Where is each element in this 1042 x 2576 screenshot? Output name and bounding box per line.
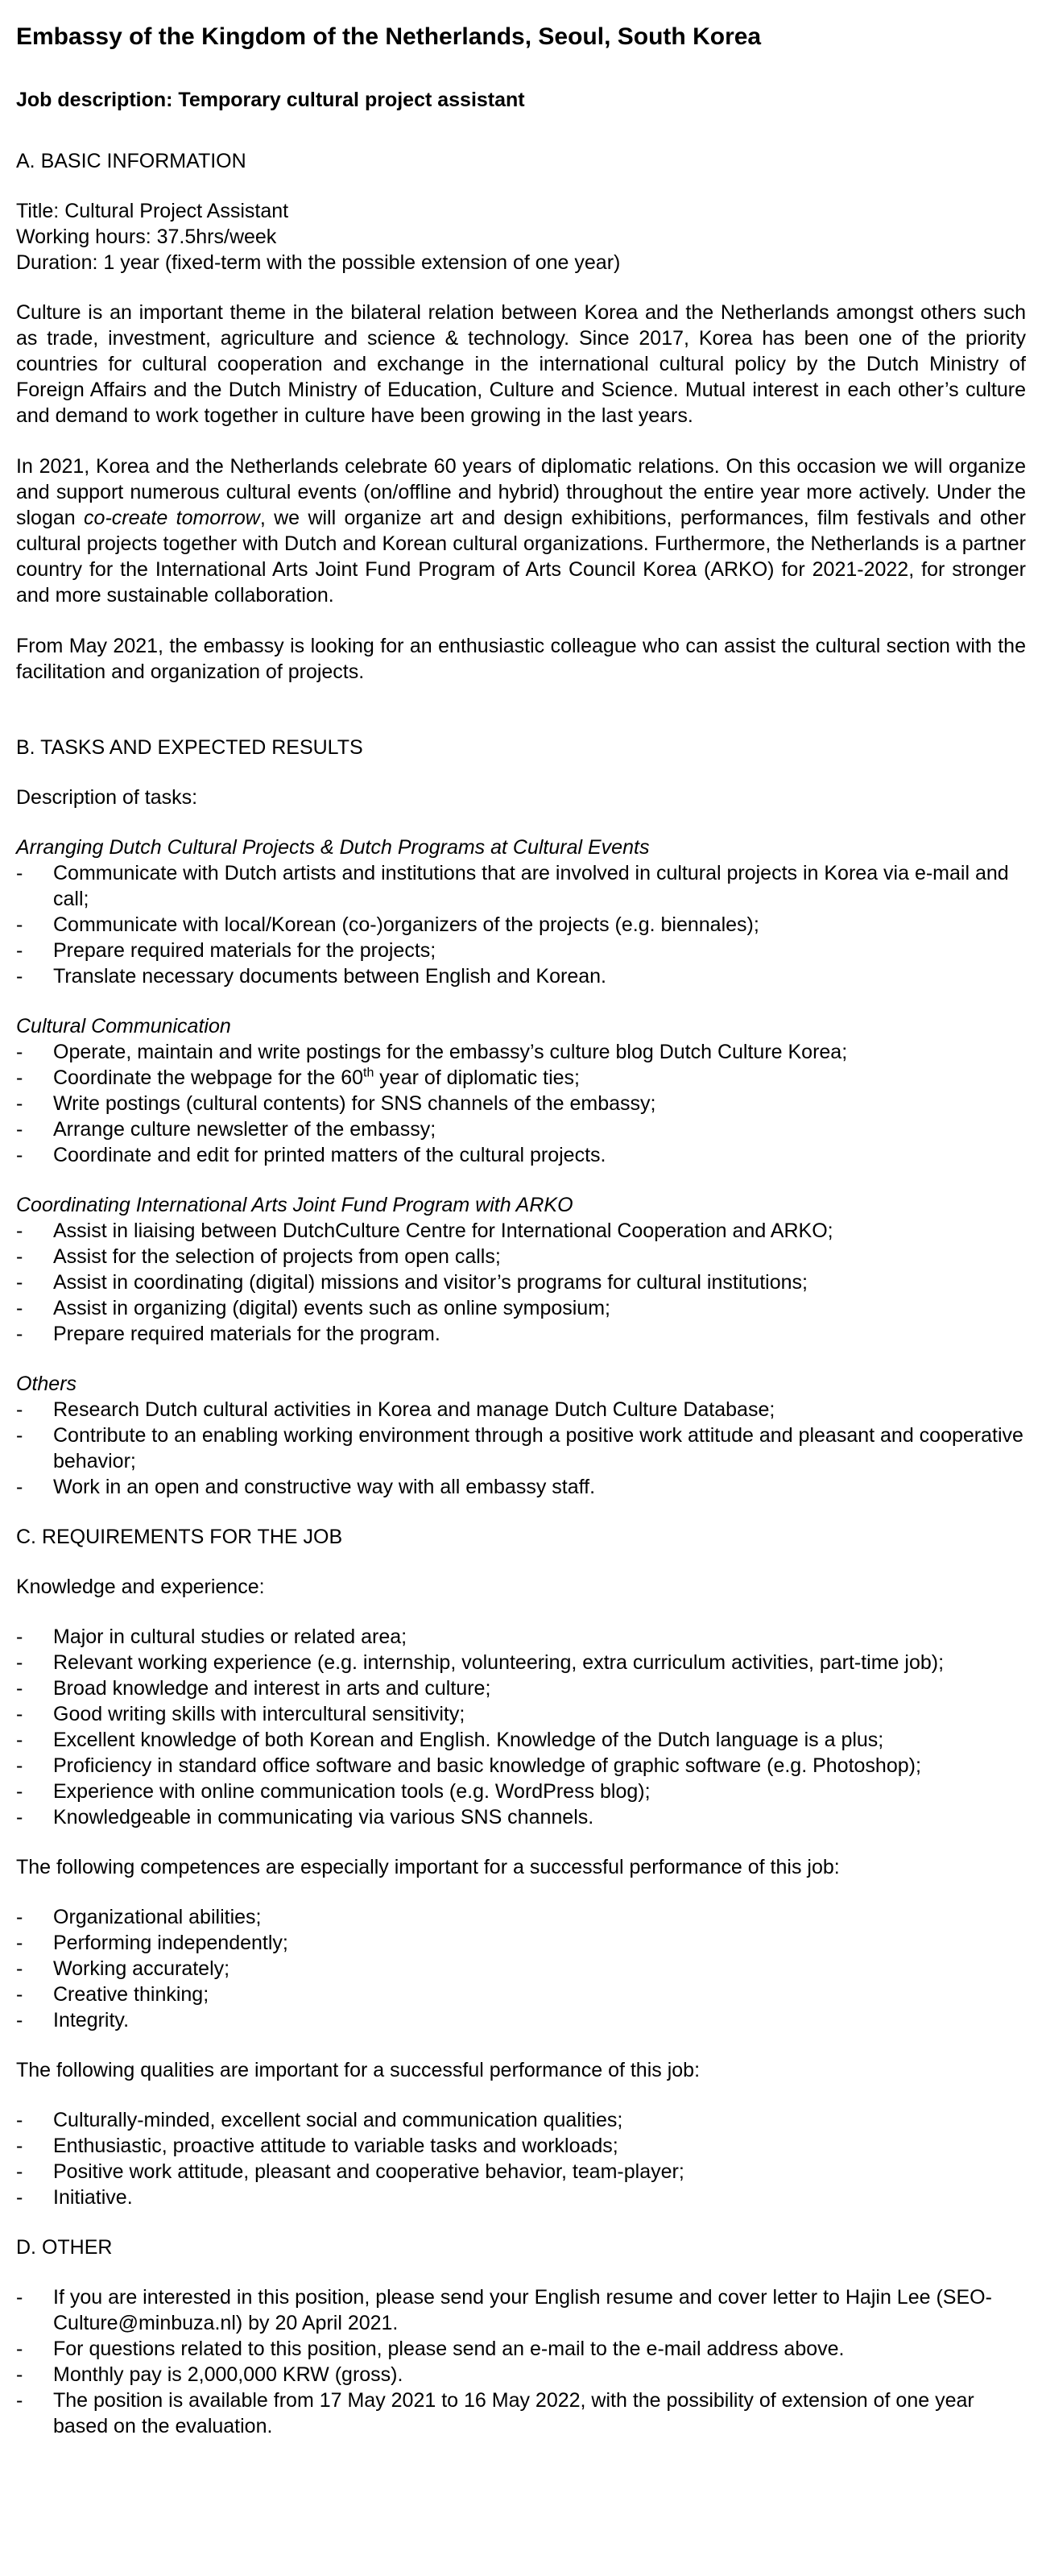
task-group-title: Others xyxy=(16,1373,77,1395)
knowledge-intro: Knowledge and experience: xyxy=(16,1576,265,1598)
culture-paragraph: Culture is an important theme in the bilateral relation between Korea and the Netherlands amongst others such as trade, investment, agriculture and science & technology. Since 2017, Korea has been one of the priority countries for cultural cooperation and exchange in the international cultural policy by the Dutch Ministry of Foreign Affairs and the Dutch Ministry of Education, Culture and Science. Mutual interest in each other’s culture and demand to work together in culture have been growing in the last years. xyxy=(16,301,1026,427)
knowledge-item: - Relevant working experience (e.g. internship, volunteering, extra curriculum activities, part-time job); xyxy=(16,1650,1026,1675)
task-group-title: Arranging Dutch Cultural Projects & Dutch Programs at Cultural Events xyxy=(16,836,650,859)
task-group-title: Coordinating International Arts Joint Fund Program with ARKO xyxy=(16,1194,573,1216)
task-item: - Contribute to an enabling working environment through a positive work attitude and pleasant and cooperative behavior; xyxy=(16,1423,1026,1474)
task-item: - Prepare required materials for the program. xyxy=(16,1321,1026,1347)
task-list xyxy=(16,1397,1026,1500)
anniversary-paragraph xyxy=(16,453,1026,608)
document-title: Embassy of the Kingdom of the Netherlands, Seoul, South Korea xyxy=(16,23,762,50)
tasks-intro: Description of tasks: xyxy=(16,786,198,809)
anniversary-text-a: In 2021, Korea and the Netherlands celebrate 60 years of diplomatic relations. On this occasion we will organize and support numerous cultural events (on/offline and hybrid) throughout the entire year more actively. Under the slogan xyxy=(16,455,1026,529)
competence-item: - Working accurately; xyxy=(16,1956,1026,1982)
task-item: - Arrange culture newsletter of the embassy; xyxy=(16,1116,1026,1142)
anniversary-text-b: , we will organize art and design exhibitions, performances, film festivals and other cultural projects together with Dutch and Korean cultural organizations. Furthermore, the Netherlands is a partner country for the International Arts Joint Fund Program of Arts Council Korea (ARKO) for 2021-2022, for stronger and more sustainable collaboration. xyxy=(16,507,1026,607)
competence-item: - Performing independently; xyxy=(16,1930,1026,1956)
working-hours-line: Working hours: 37.5hrs/week xyxy=(16,226,277,248)
competence-list xyxy=(16,1904,1026,2033)
task-item: - Assist for the selection of projects from open calls; xyxy=(16,1244,1026,1269)
task-list xyxy=(16,1218,1026,1347)
task-item: - Translate necessary documents between English and Korean. xyxy=(16,963,1026,989)
task-list xyxy=(16,860,1026,989)
task-item: - Assist in organizing (digital) events such as online symposium; xyxy=(16,1295,1026,1321)
quality-item: - Initiative. xyxy=(16,2185,1026,2210)
basic-info-block xyxy=(16,198,1026,275)
quality-item: - Culturally-minded, excellent social and communication qualities; xyxy=(16,2107,1026,2133)
quality-list xyxy=(16,2107,1026,2210)
task-list xyxy=(16,1039,1026,1168)
task-item: - Write postings (cultural contents) for SNS channels of the embassy; xyxy=(16,1091,1026,1116)
other-list xyxy=(16,2284,1026,2439)
task-item: - Operate, maintain and write postings for the embassy’s culture blog Dutch Culture Korea; xyxy=(16,1039,1026,1065)
section-b-heading: B. TASKS AND EXPECTED RESULTS xyxy=(16,736,363,759)
task-item: - Assist in coordinating (digital) missions and visitor’s programs for cultural institutions; xyxy=(16,1269,1026,1295)
knowledge-list xyxy=(16,1624,1026,1830)
task-item: - Work in an open and constructive way with all embassy staff. xyxy=(16,1474,1026,1500)
recruitment-paragraph: From May 2021, the embassy is looking for an enthusiastic colleague who can assist the cultural section with the facilitation and organization of projects. xyxy=(16,635,1026,683)
duration-line: Duration: 1 year (fixed-term with the possible extension of one year) xyxy=(16,251,621,274)
knowledge-item: - Knowledgeable in communicating via various SNS channels. xyxy=(16,1804,1026,1830)
other-item: - The position is available from 17 May 2021 to 16 May 2022, with the possibility of extension of one year based on the evaluation. xyxy=(16,2388,1026,2439)
section-d-heading: D. OTHER xyxy=(16,2236,113,2259)
knowledge-item: - Good writing skills with intercultural sensitivity; xyxy=(16,1701,1026,1727)
task-item: - Communicate with Dutch artists and institutions that are involved in cultural projects in Korea via e-mail and call; xyxy=(16,860,1026,912)
knowledge-item: - Broad knowledge and interest in arts and culture; xyxy=(16,1675,1026,1701)
competence-item: - Creative thinking; xyxy=(16,1982,1026,2007)
task-item: - Communicate with local/Korean (co-)organizers of the projects (e.g. biennales); xyxy=(16,912,1026,938)
knowledge-item: - Proficiency in standard office software and basic knowledge of graphic software (e.g. Photoshop); xyxy=(16,1753,1026,1779)
task-groups xyxy=(16,835,1026,1500)
other-item: - For questions related to this position, please send an e-mail to the e-mail address above. xyxy=(16,2336,1026,2362)
other-item: - Monthly pay is 2,000,000 KRW (gross). xyxy=(16,2362,1026,2388)
slogan-text: co-create tomorrow xyxy=(84,507,260,529)
task-item: - Coordinate and edit for printed matters of the cultural projects. xyxy=(16,1142,1026,1168)
competence-item: - Organizational abilities; xyxy=(16,1904,1026,1930)
task-group-title: Cultural Communication xyxy=(16,1015,231,1037)
quality-item: - Enthusiastic, proactive attitude to variable tasks and workloads; xyxy=(16,2133,1026,2159)
competences-intro: The following competences are especially important for a successful performance of this job: xyxy=(16,1856,840,1878)
task-item: - Prepare required materials for the projects; xyxy=(16,938,1026,963)
section-c-heading: C. REQUIREMENTS FOR THE JOB xyxy=(16,1526,343,1548)
competence-item: - Integrity. xyxy=(16,2007,1026,2033)
qualities-intro: The following qualities are important for a successful performance of this job: xyxy=(16,2059,701,2081)
knowledge-item: - Experience with online communication tools (e.g. WordPress blog); xyxy=(16,1779,1026,1804)
quality-item: - Positive work attitude, pleasant and cooperative behavior, team-player; xyxy=(16,2159,1026,2185)
task-item: - Assist in liaising between DutchCulture Centre for International Cooperation and ARKO; xyxy=(16,1218,1026,1244)
task-item: - Research Dutch cultural activities in Korea and manage Dutch Culture Database; xyxy=(16,1397,1026,1423)
knowledge-item: - Major in cultural studies or related area; xyxy=(16,1624,1026,1650)
task-item: - Coordinate the webpage for the 60th year of diplomatic ties; xyxy=(16,1065,1026,1091)
job-title-line: Title: Cultural Project Assistant xyxy=(16,200,289,222)
document-subtitle: Job description: Temporary cultural project assistant xyxy=(16,89,525,111)
section-a-heading: A. BASIC INFORMATION xyxy=(16,150,246,172)
knowledge-item: - Excellent knowledge of both Korean and English. Knowledge of the Dutch language is a plus; xyxy=(16,1727,1026,1753)
other-item: - If you are interested in this position, please send your English resume and cover letter to Hajin Lee (SEO-Culture@minbuza.nl) by 20 April 2021. xyxy=(16,2284,1026,2336)
